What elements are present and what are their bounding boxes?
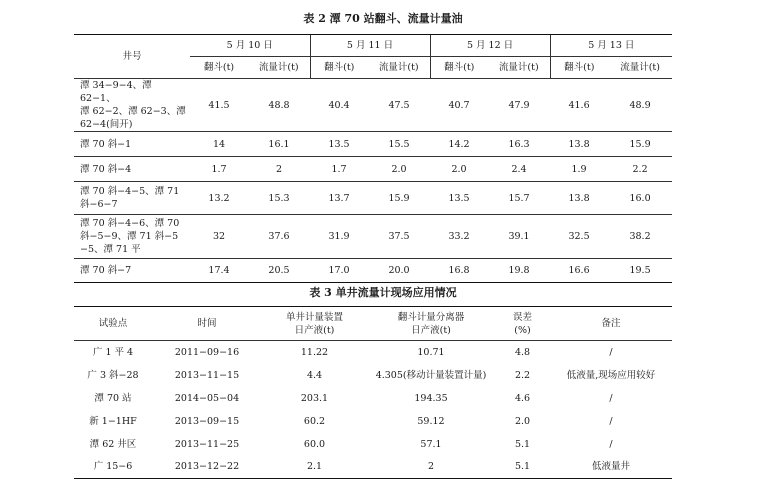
separator-cell: 2 (367, 456, 495, 479)
cell-value: 31.9 (310, 215, 368, 259)
cell-value: 37.6 (248, 215, 310, 259)
cell-value: 13.5 (430, 182, 488, 215)
note-cell: 低液量井 (550, 456, 672, 479)
cell-value: 16.1 (248, 132, 310, 157)
sub-header-flowmeter: 流量计(t) (488, 57, 550, 79)
separator-cell: 194.35 (414, 392, 448, 404)
cell-value: 15.5 (368, 132, 430, 157)
cell-value: 13.5 (310, 132, 368, 157)
single-cell: 60.0 (303, 438, 326, 450)
cell-value: 41.5 (190, 79, 248, 132)
single-cell: 4.4 (306, 369, 323, 381)
date-header: 5 月 11 日 (310, 35, 430, 57)
separator-cell: 59.12 (417, 415, 445, 427)
note-cell: / (609, 346, 613, 358)
cell-value: 1.7 (190, 157, 248, 182)
cell-value: 19.5 (608, 259, 672, 283)
single-device-header: 单井计量装置 日产液(t) (262, 307, 367, 341)
time-cell: 2013−11−15 (174, 369, 240, 381)
cell-value: 47.5 (368, 79, 430, 132)
site-cell: 广 3 斜−28 (87, 369, 139, 381)
cell-value: 16.8 (430, 259, 488, 283)
table3-caption: 表 3 单井流量计现场应用情况 (309, 286, 457, 299)
site-cell: 新 1−1HF (89, 415, 137, 427)
cell-value: 2.0 (368, 157, 430, 182)
cell-value: 16.6 (550, 259, 608, 283)
table-row (74, 182, 672, 215)
table-row (74, 215, 672, 259)
cell-value: 15.7 (488, 182, 550, 215)
cell-value: 2.2 (608, 157, 672, 182)
error-header: 误差 (%) (495, 307, 550, 341)
sub-header-flowmeter: 流量计(t) (248, 57, 310, 79)
table-row (74, 157, 672, 182)
cell-value: 41.6 (550, 79, 608, 132)
note-header: 备注 (550, 307, 672, 341)
error-cell: 4.8 (514, 346, 531, 358)
cell-value: 16.3 (488, 132, 550, 157)
separator-header: 翻斗计量分离器 日产液(t) (367, 307, 495, 341)
time-cell: 2014−05−04 (174, 392, 240, 404)
note-cell: / (609, 392, 613, 404)
date-header: 5 月 13 日 (550, 35, 672, 57)
error-cell: 4.6 (514, 392, 531, 404)
table-row (74, 132, 672, 157)
table-row (74, 387, 672, 410)
cell-value: 14.2 (430, 132, 488, 157)
site-cell: 潭 62 井区 (89, 438, 137, 450)
well-name: 潭 70 斜−1 (74, 132, 190, 157)
time-header: 时间 (152, 307, 262, 341)
separator-cell: 4.305(移动计量装置计量) (375, 369, 487, 381)
time-cell: 2011−09−16 (174, 346, 240, 358)
cell-value: 1.9 (550, 157, 608, 182)
table-row (74, 341, 672, 364)
single-cell: 2.1 (262, 456, 367, 479)
cell-value: 13.8 (550, 182, 608, 215)
cell-value: 1.7 (310, 157, 368, 182)
note-cell: / (609, 415, 613, 427)
cell-value: 20.0 (368, 259, 430, 283)
table-row (74, 364, 672, 387)
error-cell: 5.1 (514, 438, 531, 450)
cell-value: 19.8 (488, 259, 550, 283)
time-cell: 2013−12−22 (152, 456, 262, 479)
date-header: 5 月 10 日 (190, 35, 310, 57)
sub-header-fandou: 翻斗(t) (190, 57, 248, 79)
cell-value: 40.7 (430, 79, 488, 132)
cell-value: 33.2 (430, 215, 488, 259)
cell-value: 16.0 (608, 182, 672, 215)
separator-cell: 57.1 (420, 438, 442, 450)
cell-value: 13.7 (310, 182, 368, 215)
sub-header-flowmeter: 流量计(t) (608, 57, 672, 79)
cell-value: 2 (248, 157, 310, 182)
table-row (74, 433, 672, 456)
table2-caption: 表 2 潭 70 站翻斗、流量计量油 (303, 12, 463, 25)
single-cell: 203.1 (300, 392, 329, 404)
cell-value: 39.1 (488, 215, 550, 259)
well-name: 潭 70 斜−4 (74, 157, 190, 182)
cell-value: 38.2 (608, 215, 672, 259)
cell-value: 13.2 (190, 182, 248, 215)
cell-value: 15.9 (368, 182, 430, 215)
sub-header-fandou: 翻斗(t) (310, 57, 368, 79)
cell-value: 2.0 (430, 157, 488, 182)
cell-value: 40.4 (310, 79, 368, 132)
cell-value: 32.5 (550, 215, 608, 259)
site-cell: 潭 70 站 (94, 392, 132, 404)
cell-value: 15.3 (248, 182, 310, 215)
error-cell: 2.0 (514, 415, 531, 427)
error-cell: 5.1 (495, 456, 550, 479)
note-cell: / (609, 438, 613, 450)
time-cell: 2013−11−25 (174, 438, 240, 450)
cell-value: 2.4 (488, 157, 550, 182)
cell-value: 17.0 (310, 259, 368, 283)
note-cell: 低液量,现场应用较好 (566, 369, 656, 381)
time-cell: 2013−09−15 (174, 415, 240, 427)
table3 (74, 306, 672, 479)
table2 (74, 34, 672, 283)
well-name: 潭 70 斜−4−5、潭 71 斜−6−7 (74, 182, 190, 215)
separator-cell: 10.71 (417, 346, 445, 358)
sub-header-flowmeter: 流量计(t) (368, 57, 430, 79)
cell-value: 14 (190, 132, 248, 157)
cell-value: 47.9 (488, 79, 550, 132)
table-row (74, 79, 672, 132)
date-header: 5 月 12 日 (430, 35, 550, 57)
sub-header-fandou: 翻斗(t) (430, 57, 488, 79)
site-cell: 广 1 平 4 (92, 346, 134, 358)
cell-value: 32 (190, 215, 248, 259)
sub-header-fandou: 翻斗(t) (550, 57, 608, 79)
error-cell: 2.2 (514, 369, 531, 381)
cell-value: 48.8 (248, 79, 310, 132)
site-cell: 广 15−6 (74, 456, 152, 479)
table-row (74, 410, 672, 433)
single-cell: 11.22 (300, 346, 329, 358)
table-row (74, 456, 672, 479)
cell-value: 15.9 (608, 132, 672, 157)
table-row (74, 259, 672, 283)
cell-value: 48.9 (608, 79, 672, 132)
cell-value: 20.5 (248, 259, 310, 283)
well-name: 潭 70 斜−4−6、潭 70 斜−5−9、潭 71 斜−5 −5、潭 71 平 (74, 215, 190, 259)
cell-value: 37.5 (368, 215, 430, 259)
well-name: 潭 70 斜−7 (74, 259, 190, 283)
well-header: 井号 (74, 35, 190, 79)
well-name: 潭 34−9−4、潭 62−1、 潭 62−2、潭 62−3、潭 62−4(间开) (74, 79, 190, 132)
cell-value: 13.8 (550, 132, 608, 157)
cell-value: 17.4 (190, 259, 248, 283)
single-cell: 60.2 (303, 415, 326, 427)
site-header: 试验点 (74, 307, 152, 341)
